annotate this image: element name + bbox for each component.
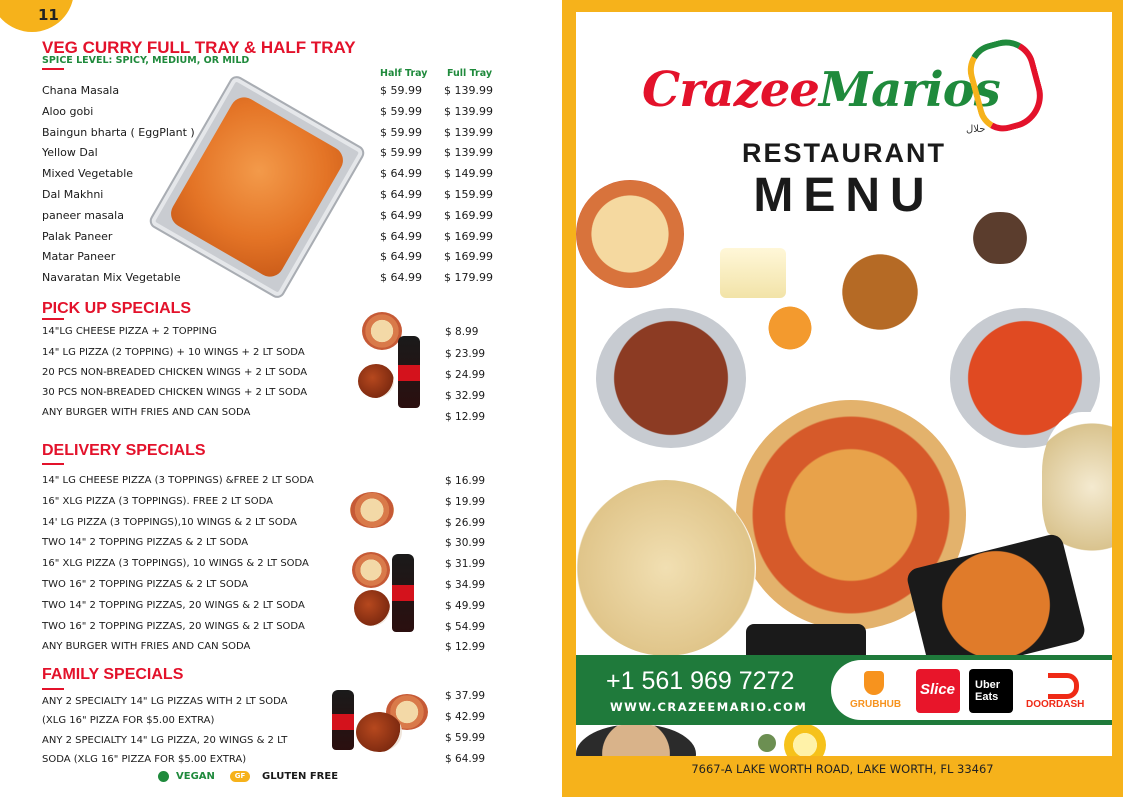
brand-logo xyxy=(642,62,1000,118)
delivery-item-name: TWO 14" 2 TOPPING PIZZAS, 20 WINGS & 2 LT SODA xyxy=(42,599,305,611)
website-link[interactable]: WWW.CRAZEEMARIO.COM xyxy=(610,700,808,714)
half-tray-price: $ 64.99 xyxy=(380,188,422,201)
delivery-item-name: TWO 14" 2 TOPPING PIZZAS & 2 LT SODA xyxy=(42,537,249,549)
delivery-item-price: $ 49.99 xyxy=(445,599,486,612)
family-item-text: SODA (XLG 16" PIZZA FOR $5.00 EXTRA) xyxy=(42,754,247,765)
full-tray-price: $ 179.99 xyxy=(444,271,493,285)
cover-title-restaurant: RESTAURANT xyxy=(742,138,946,168)
leaf-image xyxy=(758,734,776,752)
half-tray-price: $ 64.99 xyxy=(380,229,422,243)
laddu-image xyxy=(764,304,816,352)
section-underline xyxy=(42,318,64,320)
veg-item-name: Mixed Vegetable xyxy=(42,167,134,181)
section-underline xyxy=(42,463,64,465)
phone-number[interactable]: +1 561 969 7272 xyxy=(606,667,795,695)
family-item-price: $ 64.99 xyxy=(445,753,486,765)
half-tray-price: $ 59.99 xyxy=(380,84,422,97)
page-number-badge xyxy=(0,0,74,32)
family-item-text: ANY 2 SPECIALTY 14" LG PIZZAS WITH 2 LT SODA xyxy=(42,696,288,707)
half-tray-price: $ 64.99 xyxy=(380,167,422,181)
veg-item-name: Matar Paneer xyxy=(42,250,116,264)
delivery-item-price: $ 34.99 xyxy=(445,579,486,591)
family-item-text: ANY 2 SPECIALTY 14" LG PIZZA, 20 WINGS & 2 LT xyxy=(42,735,288,746)
grubhub-label: GRUBHUB xyxy=(850,699,902,710)
curry-tray-image xyxy=(147,73,367,301)
veg-item-name: Navaratan Mix Vegetable xyxy=(42,271,181,285)
family-item-price: $ 59.99 xyxy=(445,732,486,744)
gulab-jamun-image xyxy=(964,212,1036,264)
family-section-title: FAMILY SPECIALS xyxy=(42,666,184,683)
pickup-item-name: 30 PCS NON-BREADED CHICKEN WINGS + 2 LT SODA xyxy=(42,387,308,398)
full-tray-price: $ 139.99 xyxy=(444,84,493,97)
veg-section-title: VEG CURRY FULL TRAY & HALF TRAY xyxy=(42,38,356,57)
full-tray-price: $ 149.99 xyxy=(444,167,493,181)
pickup-section-title: PICK UP SPECIALS xyxy=(42,300,192,317)
section-underline xyxy=(42,688,64,690)
family-item-text: (XLG 16" PIZZA FOR $5.00 EXTRA) xyxy=(42,715,215,726)
spice-level-note: SPICE LEVEL: SPICY, MEDIUM, OR MILD xyxy=(42,55,250,66)
slice-icon[interactable] xyxy=(916,669,960,713)
delivery-item-name: 16" XLG PIZZA (3 TOPPINGS). FREE 2 LT SODA xyxy=(42,495,273,507)
pickup-item-price: $ 8.99 xyxy=(445,326,479,338)
curry-bowl-image xyxy=(832,244,928,340)
veg-item-name: Palak Paneer xyxy=(42,229,113,243)
half-tray-price: $ 59.99 xyxy=(380,125,422,139)
delivery-item-name: TWO 16" 2 TOPPING PIZZAS & 2 LT SODA xyxy=(42,579,249,590)
delivery-item-name: 16" XLG PIZZA (3 TOPPINGS), 10 WINGS & 2 LT SODA xyxy=(42,558,309,570)
pickup-item-price: $ 24.99 xyxy=(445,369,486,381)
pickup-item-name: 20 PCS NON-BREADED CHICKEN WINGS + 2 LT SODA xyxy=(42,367,308,378)
doordash-label: DOORDASH xyxy=(1026,699,1085,710)
delivery-item-name: TWO 16" 2 TOPPING PIZZAS, 20 WINGS & 2 LT SODA xyxy=(42,620,305,632)
wings-image xyxy=(354,590,390,626)
naan-image xyxy=(576,480,756,656)
grubhub-icon[interactable] xyxy=(850,669,902,713)
gluten-free-label: GLUTEN FREE xyxy=(262,771,339,782)
soda-bottle-image xyxy=(398,336,420,408)
delivery-section-title: DELIVERY SPECIALS xyxy=(42,442,206,459)
soda-bottle-image xyxy=(392,554,414,632)
pickup-item-price: $ 12.99 xyxy=(445,411,486,423)
full-tray-price: $ 169.99 xyxy=(444,208,493,222)
family-item-price: $ 37.99 xyxy=(445,690,486,702)
delivery-item-price: $ 26.99 xyxy=(445,516,486,529)
menu-left-page xyxy=(0,0,560,797)
half-tray-price: $ 64.99 xyxy=(380,208,422,222)
veg-item-name: Baingun bharta ( EggPlant ) xyxy=(42,125,195,139)
pickup-item-name: 14"LG CHEESE PIZZA + 2 TOPPING xyxy=(42,326,217,337)
full-tray-price: $ 139.99 xyxy=(444,146,493,160)
delivery-item-price: $ 19.99 xyxy=(445,495,486,508)
pickup-item-price: $ 23.99 xyxy=(445,348,486,360)
full-tray-price: $ 139.99 xyxy=(444,104,493,118)
uber-eats-icon[interactable] xyxy=(969,669,1013,713)
veg-item-name: Yellow Dal xyxy=(42,146,98,160)
half-tray-header: Half Tray xyxy=(380,68,428,79)
delivery-item-price: $ 16.99 xyxy=(445,475,486,487)
delivery-item-name: 14' LG PIZZA (3 TOPPINGS),10 WINGS & 2 LT SODA xyxy=(42,516,298,528)
uber-eats-label: Uber Eats xyxy=(975,679,1001,703)
half-tray-price: $ 59.99 xyxy=(380,146,422,160)
delivery-item-name: 14" LG CHEESE PIZZA (3 TOPPINGS) &FREE 2 LT SODA xyxy=(42,475,314,486)
wings-image xyxy=(356,712,402,752)
veg-item-name: Aloo gobi xyxy=(42,104,94,118)
soda-bottle-image xyxy=(332,690,354,750)
full-tray-header: Full Tray xyxy=(447,68,493,79)
pizza-image xyxy=(362,312,402,350)
restaurant-address: 7667-A LAKE WORTH ROAD, LAKE WORTH, FL 33467 xyxy=(691,762,994,776)
vegan-label: VEGAN xyxy=(176,771,215,782)
half-tray-price: $ 64.99 xyxy=(380,250,422,264)
cover-panel xyxy=(576,12,1112,756)
gluten-free-icon: GF xyxy=(230,771,250,782)
slice-label: Slice xyxy=(920,681,956,698)
veg-item-name: Chana Masala xyxy=(42,84,120,97)
pizza-image xyxy=(576,180,684,288)
pizza-image xyxy=(352,552,390,588)
page-number: 11 xyxy=(38,6,59,24)
delivery-item-name: ANY BURGER WITH FRIES AND CAN SODA xyxy=(42,641,251,653)
vegan-icon xyxy=(158,771,169,782)
pepper-logo-icon xyxy=(962,33,1051,138)
full-tray-price: $ 169.99 xyxy=(444,229,493,243)
half-tray-price: $ 64.99 xyxy=(380,271,422,285)
pizza-image xyxy=(350,492,394,528)
delivery-item-price: $ 54.99 xyxy=(445,620,486,633)
full-tray-price: $ 169.99 xyxy=(444,250,493,264)
pickup-item-name: ANY BURGER WITH FRIES AND CAN SODA xyxy=(42,407,251,418)
delivery-item-price: $ 12.99 xyxy=(445,641,486,654)
family-item-price: $ 42.99 xyxy=(445,711,486,723)
veg-item-name: paneer masala xyxy=(42,208,124,222)
half-tray-price: $ 59.99 xyxy=(380,104,422,118)
lemon-image xyxy=(784,724,826,756)
cheesecake-image xyxy=(720,248,786,298)
section-underline xyxy=(42,68,64,70)
delivery-item-price: $ 31.99 xyxy=(445,558,486,571)
delivery-item-price: $ 30.99 xyxy=(445,537,486,550)
doordash-icon[interactable] xyxy=(1024,669,1098,713)
logo-text-red: Crazee xyxy=(642,62,819,118)
noodle-bowl-image xyxy=(576,724,696,756)
pickup-item-name: 14" LG PIZZA (2 TOPPING) + 10 WINGS + 2 LT SODA xyxy=(42,347,305,358)
pickup-item-price: $ 32.99 xyxy=(445,390,486,402)
seekh-kabab-image xyxy=(596,308,746,448)
veg-item-name: Dal Makhni xyxy=(42,188,104,201)
cover-title-menu: MENU xyxy=(753,169,935,222)
wings-image xyxy=(358,364,394,398)
halal-mark: حلال xyxy=(966,124,986,135)
logo-text-green: Marios xyxy=(818,62,1000,118)
full-tray-price: $ 159.99 xyxy=(444,188,493,201)
full-tray-price: $ 139.99 xyxy=(444,125,493,139)
